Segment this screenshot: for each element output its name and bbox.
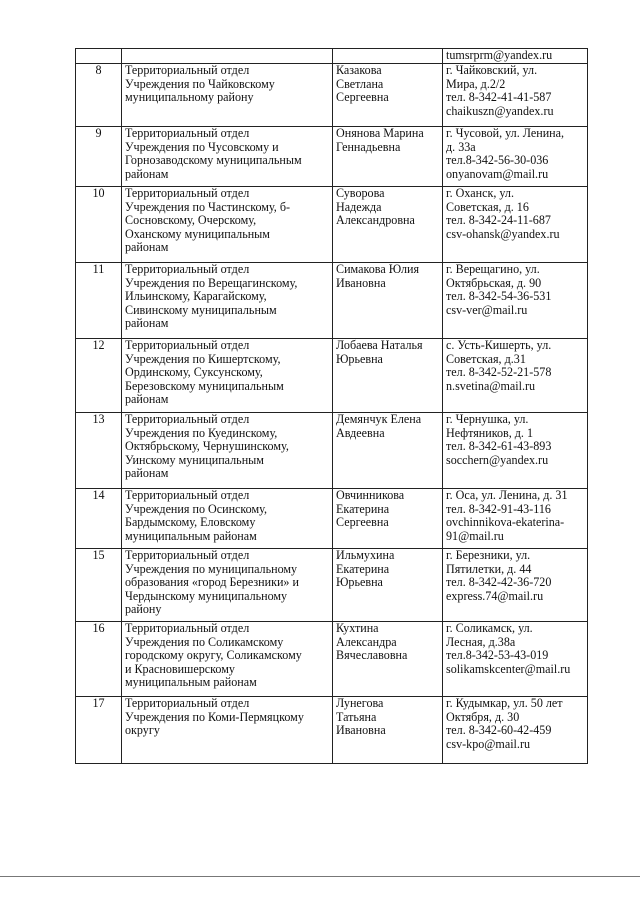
department-name-line: Сивинскому муниципальным: [125, 302, 277, 317]
phone-line: тел. 8-342-24-11-687: [446, 213, 551, 227]
department-name-cell: [122, 263, 333, 339]
address-line: Лесная, д.38а: [446, 634, 516, 649]
head-name-cell: [333, 127, 443, 187]
email-line: socchern@yandex.ru: [446, 452, 549, 467]
department-name-line: Березовскому муниципальным: [125, 378, 284, 393]
head-name-line: Александра: [336, 634, 397, 649]
department-name-line: муниципальным районам: [125, 528, 257, 543]
head-name-line: Суворова: [336, 186, 385, 200]
head-name-line: Надежда: [336, 199, 382, 214]
department-name-line: Территориальный отдел: [125, 412, 250, 426]
department-name-line: Ильинскому, Карагайскому,: [125, 289, 267, 303]
table-row: [76, 622, 588, 697]
phone-line: тел. 8-342-42-36-720: [446, 575, 552, 589]
address-line: Нефтяников, д. 1: [446, 425, 534, 440]
department-name-cell: [122, 127, 333, 187]
row-number-cell: [76, 339, 122, 413]
email-line: 91@mail.ru: [446, 528, 504, 543]
head-name-line: Юрьевна: [336, 575, 383, 589]
address-cell: [443, 413, 588, 489]
head-name-line: Ивановна: [336, 723, 386, 737]
department-name-line: Учреждения по Коми-Пермяцкому: [125, 709, 304, 724]
department-name-line: городскому округу, Соликамскому: [125, 648, 302, 662]
head-name-line: Кухтина: [336, 621, 379, 635]
department-name-cell: [122, 187, 333, 263]
head-name-line: Светлана: [336, 76, 384, 91]
address-line: г. Чайковский, ул.: [446, 63, 538, 77]
row-number-cell: [76, 697, 122, 764]
head-name-line: Татьяна: [336, 709, 377, 724]
address-line: г. Верещагино, ул.: [446, 262, 540, 276]
department-name-cell: [122, 622, 333, 697]
department-name-cell: [122, 49, 333, 64]
address-line: г. Чусовой, ул. Ленина,: [446, 126, 565, 140]
page-bottom-rule: [0, 876, 640, 877]
table-row: [76, 187, 588, 263]
address-line: Советская, д.31: [446, 351, 526, 366]
address-line: г. Чернушка, ул.: [446, 412, 529, 426]
row-number: 17: [92, 696, 105, 710]
row-number: 9: [95, 126, 102, 140]
head-name-cell: [333, 413, 443, 489]
row-number: 16: [92, 621, 105, 635]
head-name-line: Онянова Марина: [336, 126, 424, 140]
table-row: [76, 127, 588, 187]
department-name-cell: [122, 413, 333, 489]
department-name-line: Территориальный отдел: [125, 63, 250, 77]
department-name-line: районам: [125, 466, 169, 480]
department-name-line: и Красновишерскому: [125, 661, 235, 676]
row-number-cell: [76, 489, 122, 549]
table-row: [76, 263, 588, 339]
department-name-line: районам: [125, 316, 169, 330]
phone-line: тел. 8-342-61-43-893: [446, 439, 552, 453]
head-name-line: Екатерина: [336, 501, 390, 516]
table-row: [76, 489, 588, 549]
head-name-line: Сергеевна: [336, 515, 389, 529]
email-line: n.svetina@mail.ru: [446, 378, 536, 393]
department-name-line: Территориальный отдел: [125, 126, 250, 140]
head-name-line: Екатерина: [336, 561, 390, 576]
head-name-line: Лунегова: [336, 696, 384, 710]
table-row: [76, 549, 588, 622]
department-name-line: Учреждения по Чусовскому и: [125, 139, 279, 154]
address-line: г. Оханск, ул.: [446, 186, 514, 200]
email-line: csv-ver@mail.ru: [446, 302, 528, 317]
department-name-line: Сосновскому, Очерскому,: [125, 213, 257, 227]
phone-line: тел. 8-342-41-41-587: [446, 90, 552, 104]
address-cell: [443, 263, 588, 339]
department-name-line: районам: [125, 240, 169, 254]
address-cell: [443, 64, 588, 127]
department-name-line: округу: [125, 723, 160, 737]
row-number: 8: [95, 63, 102, 77]
phone-line: тел.8-342-56-30-036: [446, 153, 549, 167]
address-cell: [443, 622, 588, 697]
row-number: 10: [92, 186, 105, 200]
department-name-line: Учреждения по Чайковскому: [125, 76, 275, 91]
head-name-line: Юрьевна: [336, 351, 383, 366]
row-number: 15: [92, 548, 105, 562]
email-line: onyanovam@mail.ru: [446, 166, 549, 181]
phone-line: тел. 8-342-54-36-531: [446, 289, 552, 303]
table-row: [76, 697, 588, 764]
head-name-cell: [333, 263, 443, 339]
row-number-cell: [76, 263, 122, 339]
head-name-cell: [333, 549, 443, 622]
department-name-line: Горнозаводскому муниципальным: [125, 153, 302, 167]
email-line: tumsrprm@yandex.ru: [446, 48, 553, 62]
branches-table-body: [76, 49, 588, 764]
head-name-cell: [333, 622, 443, 697]
department-name-line: Бардымскому, Еловскому: [125, 515, 256, 529]
table-row: [76, 339, 588, 413]
department-name-cell: [122, 64, 333, 127]
department-name-line: Территориальный отдел: [125, 621, 250, 635]
department-name-line: Ординскому, Суксунскому,: [125, 365, 263, 379]
department-name-line: Учреждения по Куединскому,: [125, 425, 278, 440]
department-name-line: образования «город Березники» и: [125, 575, 299, 589]
head-name-line: Александровна: [336, 213, 415, 227]
department-name-line: Территориальный отдел: [125, 548, 250, 562]
address-cell: [443, 187, 588, 263]
department-name-line: Учреждения по муниципальному: [125, 561, 298, 576]
head-name-line: Овчинникова: [336, 488, 405, 502]
head-name-cell: [333, 339, 443, 413]
phone-line: тел. 8-342-52-21-578: [446, 365, 552, 379]
department-name-cell: [122, 489, 333, 549]
address-line: Октября, д. 30: [446, 709, 520, 724]
row-number: 12: [92, 338, 105, 352]
email-line: csv-kpo@mail.ru: [446, 736, 531, 751]
row-number-cell: [76, 64, 122, 127]
head-name-cell: [333, 697, 443, 764]
address-cell: [443, 697, 588, 764]
head-name-line: Сергеевна: [336, 90, 389, 104]
department-name-line: Октябрьскому, Чернушинскому,: [125, 439, 289, 453]
head-name-cell: [333, 489, 443, 549]
address-cell: [443, 127, 588, 187]
department-name-line: Уинскому муниципальным: [125, 452, 264, 467]
email-line: ovchinnikova-ekaterina-: [446, 515, 565, 529]
head-name-line: Симакова Юлия: [336, 262, 420, 276]
head-name-cell: [333, 49, 443, 64]
address-line: г. Березники, ул.: [446, 548, 531, 562]
address-line: г. Кудымкар, ул. 50 лет: [446, 696, 563, 710]
head-name-line: Вячеславовна: [336, 648, 408, 662]
phone-line: тел.8-342-53-43-019: [446, 648, 549, 662]
head-name-line: Демянчук Елена: [336, 412, 422, 426]
row-number-cell: [76, 49, 122, 64]
email-line: csv-ohansk@yandex.ru: [446, 226, 560, 241]
address-line: с. Усть-Кишерть, ул.: [446, 338, 552, 352]
head-name-cell: [333, 64, 443, 127]
phone-line: тел. 8-342-91-43-116: [446, 501, 551, 516]
table-row: [76, 49, 588, 64]
head-name-line: Ильмухина: [336, 548, 395, 562]
email-line: chaikuszn@yandex.ru: [446, 103, 554, 118]
address-cell: [443, 339, 588, 413]
department-name-cell: [122, 697, 333, 764]
department-name-line: Учреждения по Частинскому, б-: [125, 199, 290, 214]
branches-table: [75, 48, 588, 764]
department-name-line: Чердынскому муниципальному: [125, 588, 288, 603]
department-name-line: Учреждения по Осинскому,: [125, 501, 268, 516]
department-name-cell: [122, 339, 333, 413]
address-line: г. Соликамск, ул.: [446, 621, 533, 635]
department-name-line: районам: [125, 392, 169, 406]
department-name-line: Учреждения по Кишертскому,: [125, 351, 281, 366]
row-number: 11: [92, 262, 105, 276]
row-number-cell: [76, 549, 122, 622]
email-line: express.74@mail.ru: [446, 588, 544, 603]
department-name-line: Оханскому муниципальным: [125, 226, 270, 241]
department-name-line: Территориальный отдел: [125, 488, 250, 502]
address-line: Мира, д.2/2: [446, 76, 506, 91]
department-name-cell: [122, 549, 333, 622]
address-line: Советская, д. 16: [446, 199, 529, 214]
head-name-line: Геннадьевна: [336, 139, 401, 154]
head-name-line: Казакова: [336, 63, 382, 77]
row-number: 14: [92, 488, 105, 502]
department-name-line: Учреждения по Соликамскому: [125, 634, 284, 649]
department-name-line: муниципальным районам: [125, 675, 257, 689]
address-line: д. 33а: [446, 139, 476, 154]
department-name-line: районам: [125, 166, 169, 181]
phone-line: тел. 8-342-60-42-459: [446, 723, 552, 737]
department-name-line: Территориальный отдел: [125, 262, 250, 276]
row-number-cell: [76, 622, 122, 697]
address-cell: [443, 549, 588, 622]
address-line: г. Оса, ул. Ленина, д. 31: [446, 488, 568, 502]
department-name-line: муниципальному району: [125, 90, 254, 104]
row-number-cell: [76, 127, 122, 187]
table-row: [76, 413, 588, 489]
department-name-line: Учреждения по Верещагинскому,: [125, 275, 298, 290]
address-line: Октябрьская, д. 90: [446, 275, 542, 290]
row-number-cell: [76, 187, 122, 263]
address-line: Пятилетки, д. 44: [446, 561, 532, 576]
address-cell: [443, 49, 588, 64]
head-name-line: Лобаева Наталья: [336, 338, 423, 352]
email-line: solikamskcenter@mail.ru: [446, 661, 571, 676]
row-number-cell: [76, 413, 122, 489]
table-row: [76, 64, 588, 127]
address-cell: [443, 489, 588, 549]
department-name-line: Территориальный отдел: [125, 186, 250, 200]
department-name-line: Территориальный отдел: [125, 696, 250, 710]
head-name-line: Ивановна: [336, 275, 386, 290]
department-name-line: району: [125, 602, 162, 616]
department-name-line: Территориальный отдел: [125, 338, 250, 352]
head-name-cell: [333, 187, 443, 263]
row-number: 13: [92, 412, 105, 426]
head-name-line: Авдеевна: [336, 425, 385, 440]
